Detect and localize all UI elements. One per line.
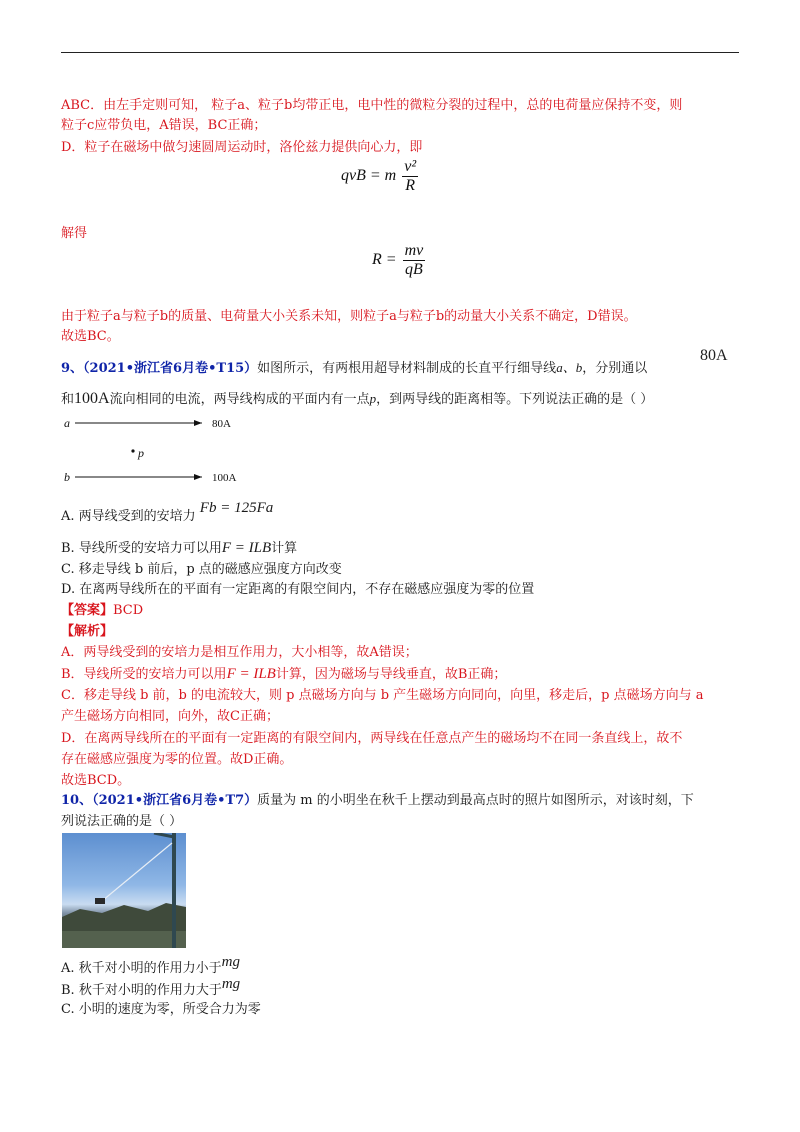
swing-scene xyxy=(62,833,186,948)
q9-analysis-d2: 存在磁感应强度为零的位置。故D正确。 xyxy=(61,752,293,767)
option-a-text: A. 秋千对小明的作用力小于 xyxy=(61,961,222,976)
q10-stem-line2: 列说法正确的是（ ） xyxy=(61,814,183,829)
question-number: 10、 xyxy=(61,793,93,808)
radius-equation xyxy=(372,242,425,279)
analysis-b-formula: F = ILB xyxy=(226,666,276,682)
q8-solution-line3: D．粒子在磁场中做匀速圆周运动时，洛伦兹力提供向心力，即 xyxy=(61,140,423,155)
question-number: 9、 xyxy=(61,361,84,376)
wire-b-label: b xyxy=(64,470,70,484)
option-b-tail: 计算 xyxy=(271,541,298,556)
q9-analysis-a: A．两导线受到的安培力是相互作用力，大小相等，故A错误； xyxy=(61,645,418,660)
q9-stem-text-c: 流向相同的电流，两导线构成的平面内有一点 xyxy=(109,392,370,407)
equation-numerator: v² xyxy=(404,158,417,175)
q9-answer xyxy=(61,601,741,621)
wire-labels: a、b xyxy=(556,360,583,375)
analysis-label: 【解析】 xyxy=(61,624,114,639)
option-a-text: A. 两导线受到的安培力 xyxy=(61,509,196,524)
point-p-label: p xyxy=(138,446,144,460)
q9-stem-line1 xyxy=(61,358,741,379)
lorentz-equation xyxy=(341,158,418,195)
question-source: （2021•浙江省6月卷•T15） xyxy=(83,361,258,376)
q9-stem-text: 如图所示，有两根用超导材料制成的长直平行细导线 xyxy=(257,361,557,376)
q9-stem-line2 xyxy=(61,389,741,410)
swing-rider xyxy=(95,898,105,904)
ground xyxy=(62,931,186,948)
q9-option-d: D. 在离两导线所在的平面有一定距离的有限空间内，不存在磁感应强度为零的位置 xyxy=(61,582,535,597)
answer-label: 【答案】 xyxy=(61,603,114,618)
q9-option-c: C. 移走导线 b 前后，p 点的磁感应强度方向改变 xyxy=(61,562,342,577)
q9-analysis-d1: D．在离两导线所在的平面有一定距离的有限空间内，两导线在任意点产生的磁场均不在同一条直线上，故不 xyxy=(61,731,683,746)
q9-stem-text-b: ，分别通以 xyxy=(582,361,648,376)
wires-figure xyxy=(60,412,260,490)
wire-b-arrow xyxy=(194,474,202,480)
equation-denominator: R xyxy=(405,177,416,194)
q9-stem-and: 和 xyxy=(61,392,75,407)
q10-stem-text: 质量为 m 的小明坐在秋千上摆动到最高点时的照片如图所示，对该时刻，下 xyxy=(257,793,694,808)
q9-analysis-b xyxy=(61,664,741,685)
wire-a-arrow xyxy=(194,420,202,426)
option-b-formula: mg xyxy=(221,976,241,992)
wire-a-label: a xyxy=(64,416,70,430)
swing-photo xyxy=(62,833,186,948)
q9-analysis-c2: 产生磁场方向相同，向外，故C正确； xyxy=(61,709,279,724)
q10-option-b xyxy=(61,976,741,1001)
swing-rope xyxy=(102,843,172,901)
current-100a: 100A xyxy=(74,390,110,407)
equation-denominator: qB xyxy=(405,261,423,278)
q8-solution-line4: 由于粒子a与粒子b的质量、电荷量大小关系未知，则粒子a与粒子b的动量大小关系不确定，D错误。 xyxy=(61,309,637,324)
q9-analysis-c1: C．移走导线 b 前，b 的电流较大，则 p 点磁场方向与 b 产生磁场方向同向，向里，移走后，p 点磁场方向与 a xyxy=(61,688,704,703)
option-b-text: B. 导线所受的安培力可以用 xyxy=(61,541,222,556)
wire-a-current: 80A xyxy=(212,418,231,430)
answer-value: BCD xyxy=(113,603,144,618)
option-a-formula: Fb = 125Fa xyxy=(199,500,274,516)
analysis-b-pre: B．导线所受的安培力可以用 xyxy=(61,667,227,682)
current-80a: 80A xyxy=(700,347,728,364)
swing-frame-beam xyxy=(154,833,174,837)
q9-option-a xyxy=(61,500,741,527)
q9-conclusion: 故选BCD。 xyxy=(61,773,131,788)
q10-option-a xyxy=(61,954,741,979)
q10-option-c: C. 小明的速度为零，所受合力为零 xyxy=(61,1002,261,1017)
equation-lhs: qvB = m xyxy=(341,167,397,185)
q9-stem-text-d: ，到两导线的距离相等。下列说法正确的是（ ） xyxy=(376,392,654,407)
swing-frame-post xyxy=(172,833,176,948)
equation-numerator: mv xyxy=(404,242,424,259)
analysis-b-post: 计算，因为磁场与导线垂直，故B正确； xyxy=(275,667,507,682)
option-a-formula: mg xyxy=(221,954,240,970)
q9-analysis-label xyxy=(61,622,741,642)
q8-solution-line2: 粒子c应带负电，A错误，BC正确； xyxy=(61,118,267,133)
point-label: p xyxy=(369,391,377,406)
equation-lhs: R = xyxy=(372,251,397,269)
option-b-text: B. 秋千对小明的作用力大于 xyxy=(61,983,222,998)
header-rule xyxy=(61,52,739,53)
q8-solution-line1: ABC．由左手定则可知， 粒子a、粒子b均带正电，电中性的微粒分裂的过程中，总的电荷量应保持不变，则 xyxy=(61,98,683,113)
wire-b-current: 100A xyxy=(212,472,237,484)
option-b-formula: F = ILB xyxy=(221,540,272,556)
question-source: （2021•浙江省6月卷•T7） xyxy=(92,793,258,808)
q8-solution-line5: 故选BC。 xyxy=(61,329,120,344)
q9-option-b xyxy=(61,538,741,559)
q10-stem-line1 xyxy=(61,791,741,811)
point-p-dot xyxy=(131,449,134,452)
solve-label: 解得 xyxy=(61,226,88,241)
